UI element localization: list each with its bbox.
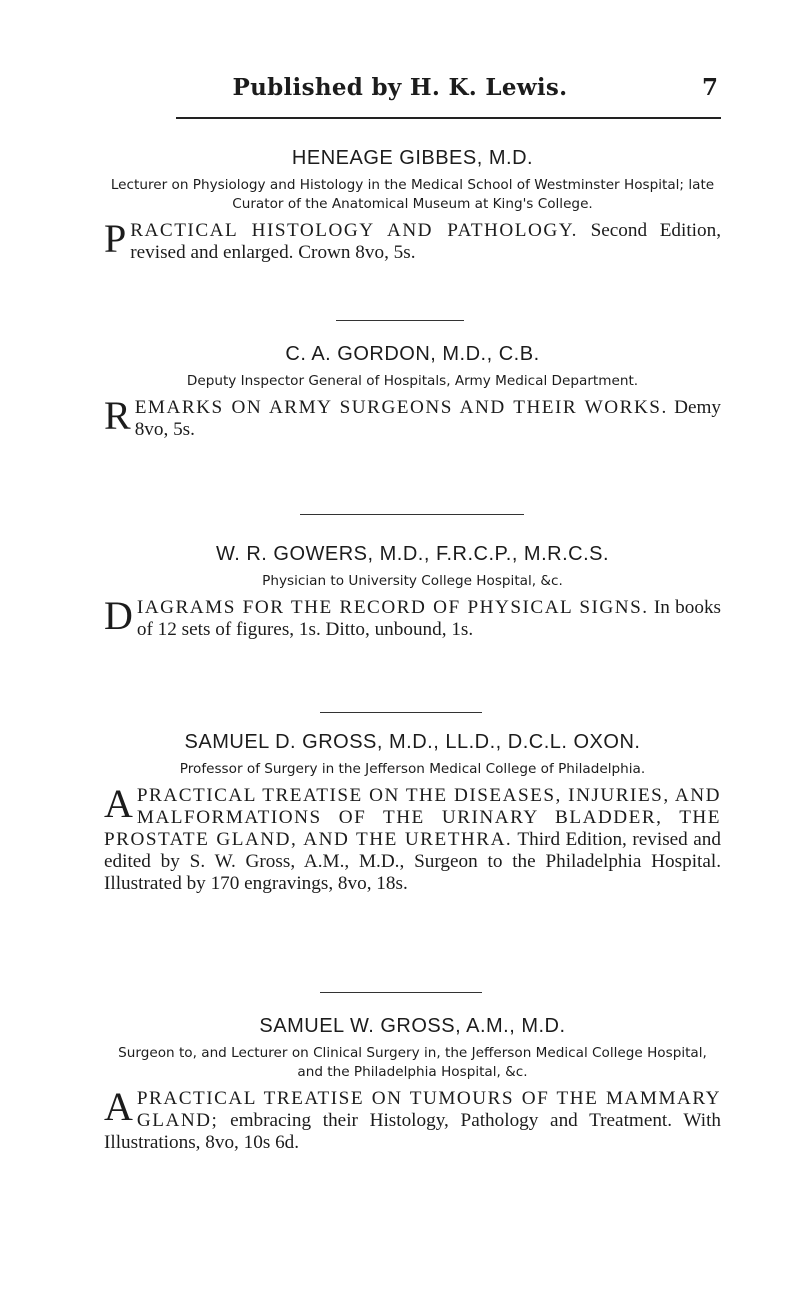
running-head	[0, 74, 800, 114]
header-rule	[176, 117, 721, 119]
page-number: 7	[701, 74, 718, 101]
book-details: Third Edition, revised and edited by S. W. Gross, A.M., M.D., Surgeon to the Philadelphia Hospital. Illustrated by 170 engravings, 8vo, 18s.	[104, 829, 721, 894]
catalogue-entry-samuel-d-gross	[104, 730, 721, 895]
book-details: In books of 12 sets of figures, 1s. Ditto, unbound, 1s.	[136, 597, 722, 640]
author-name: W. R. GOWERS, M.D., F.R.C.P., M.R.C.S.	[215, 543, 610, 565]
author-description: Deputy Inspector General of Hospitals, Army Medical Department.	[186, 373, 639, 389]
section-rule	[336, 320, 464, 321]
book-listing	[104, 1084, 722, 1154]
author-description: Professor of Surgery in the Jefferson Medical College of Philadelphia.	[179, 761, 646, 777]
catalogue-entry-gowers	[104, 542, 721, 641]
author-description: Surgeon to, and Lecturer on Clinical Surgery in, the Jefferson Medical College Hospital, and the Philadelphia Hospital, &c.	[118, 1045, 707, 1080]
book-title: IAGRAMS FOR THE RECORD OF PHYSICAL SIGNS.	[136, 597, 649, 618]
catalogue-entry-gibbes	[104, 146, 721, 264]
author-name: C. A. GORDON, M.D., C.B.	[285, 343, 540, 365]
running-title: Published by H. K. Lewis.	[232, 74, 568, 101]
section-rule	[300, 514, 524, 515]
drop-cap: D	[104, 593, 133, 638]
book-title: RACTICAL HISTOLOGY AND PATHOLOGY.	[130, 220, 578, 241]
book-listing	[104, 593, 722, 641]
author-name: SAMUEL D. GROSS, M.D., LL.D., D.C.L. OXON.	[184, 731, 641, 753]
drop-cap: P	[104, 216, 127, 261]
section-rule	[320, 992, 482, 993]
book-title: PRACTICAL TREATISE ON TUMOURS OF THE MAMMARY GLAND;	[136, 1088, 721, 1131]
drop-cap: A	[104, 781, 133, 826]
book-listing	[104, 216, 722, 264]
catalogue-entry-gordon	[104, 342, 721, 441]
section-rule	[320, 712, 482, 713]
author-name: SAMUEL W. GROSS, A.M., M.D.	[259, 1015, 566, 1037]
catalogue-entry-samuel-w-gross	[104, 1014, 721, 1154]
book-title: EMARKS ON ARMY SURGEONS AND THEIR WORKS.	[134, 397, 668, 418]
book-details: Demy 8vo, 5s.	[134, 397, 722, 440]
author-description: Lecturer on Physiology and Histology in the Medical School of Westminster Hospital; late Curator of the Anatomical Museum at King's College.	[110, 177, 715, 212]
book-details: embracing their Histology, Pathology and Treatment. With Illustrations, 8vo, 10s 6d.	[104, 1110, 722, 1153]
book-listing	[104, 393, 722, 441]
book-listing	[104, 781, 721, 895]
book-details: Second Edition, revised and enlarged. Crown 8vo, 5s.	[130, 220, 722, 263]
author-name: HENEAGE GIBBES, M.D.	[291, 147, 534, 169]
book-title: PRACTICAL TREATISE ON THE DISEASES, INJURIES, AND MALFORMATIONS OF THE URINARY BLADDER, THE PROSTATE GLAND, AND THE URETHRA.	[104, 785, 721, 850]
drop-cap: R	[104, 393, 131, 438]
author-description: Physician to University College Hospital, &c.	[262, 573, 563, 589]
drop-cap: A	[104, 1084, 133, 1129]
